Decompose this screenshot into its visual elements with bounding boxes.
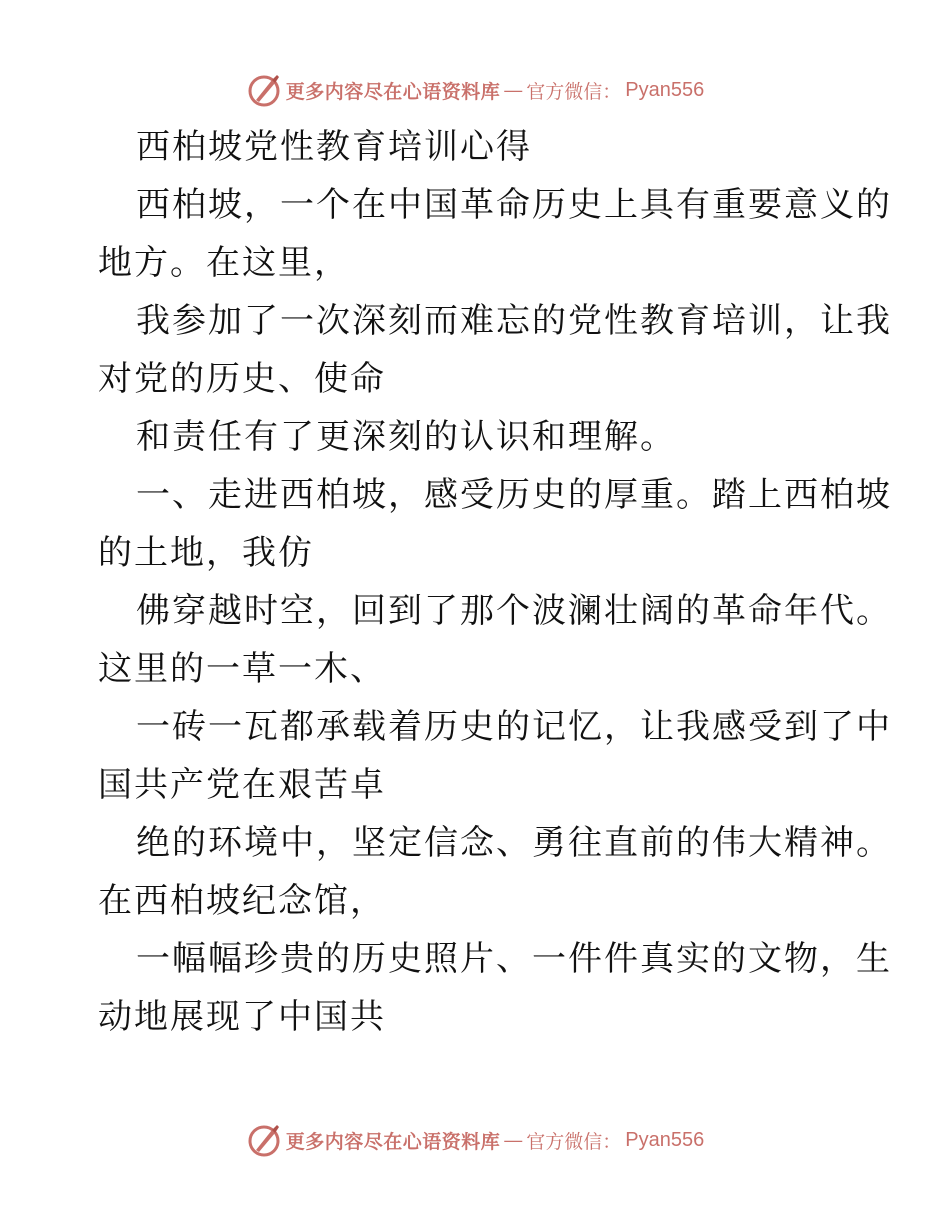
text-line: 地方。在这里， [98, 243, 350, 283]
footer-separator: — [504, 1129, 523, 1150]
text-line: 一、走进西柏坡，感受历史的厚重。踏上西柏坡 [136, 475, 892, 515]
text-line: 我参加了一次深刻而难忘的党性教育培训，让我 [136, 301, 892, 341]
quill-logo-icon [246, 1122, 282, 1158]
header-site-name: 更多内容尽在心语资料库 [285, 80, 501, 103]
text-line: 这里的一草一木、 [98, 649, 386, 689]
footer-site-name: 更多内容尽在心语资料库 [285, 1130, 501, 1153]
text-line: 的土地，我仿 [98, 533, 314, 573]
text-line: 绝的环境中，坚定信念、勇往直前的伟大精神。 [136, 823, 892, 863]
text-line: 和责任有了更深刻的认识和理解。 [136, 417, 676, 457]
document-body [98, 118, 892, 1046]
text-line: 西柏坡，一个在中国革命历史上具有重要意义的 [136, 185, 892, 225]
footer-banner [0, 1120, 950, 1160]
text-line: 佛穿越时空，回到了那个波澜壮阔的革命年代。 [136, 591, 892, 631]
header-wechat-handle: Pyan556 [625, 78, 705, 101]
text-line: 动地展现了中国共 [98, 997, 386, 1037]
header-banner [0, 70, 950, 110]
quill-logo-icon [246, 72, 282, 108]
document-title: 西柏坡党性教育培训心得 [136, 127, 532, 167]
header-separator: — [504, 79, 523, 100]
text-line: 一砖一瓦都承载着历史的记忆，让我感受到了中 [136, 707, 892, 747]
text-line: 在西柏坡纪念馆， [98, 881, 386, 921]
footer-wechat-handle: Pyan556 [625, 1128, 705, 1151]
text-line: 一幅幅珍贵的历史照片、一件件真实的文物，生 [136, 939, 892, 979]
text-line: 对党的历史、使命 [98, 359, 386, 399]
header-wechat-label: 官方微信： [526, 80, 622, 103]
footer-wechat-label: 官方微信： [526, 1130, 622, 1153]
text-line: 国共产党在艰苦卓 [98, 765, 386, 805]
